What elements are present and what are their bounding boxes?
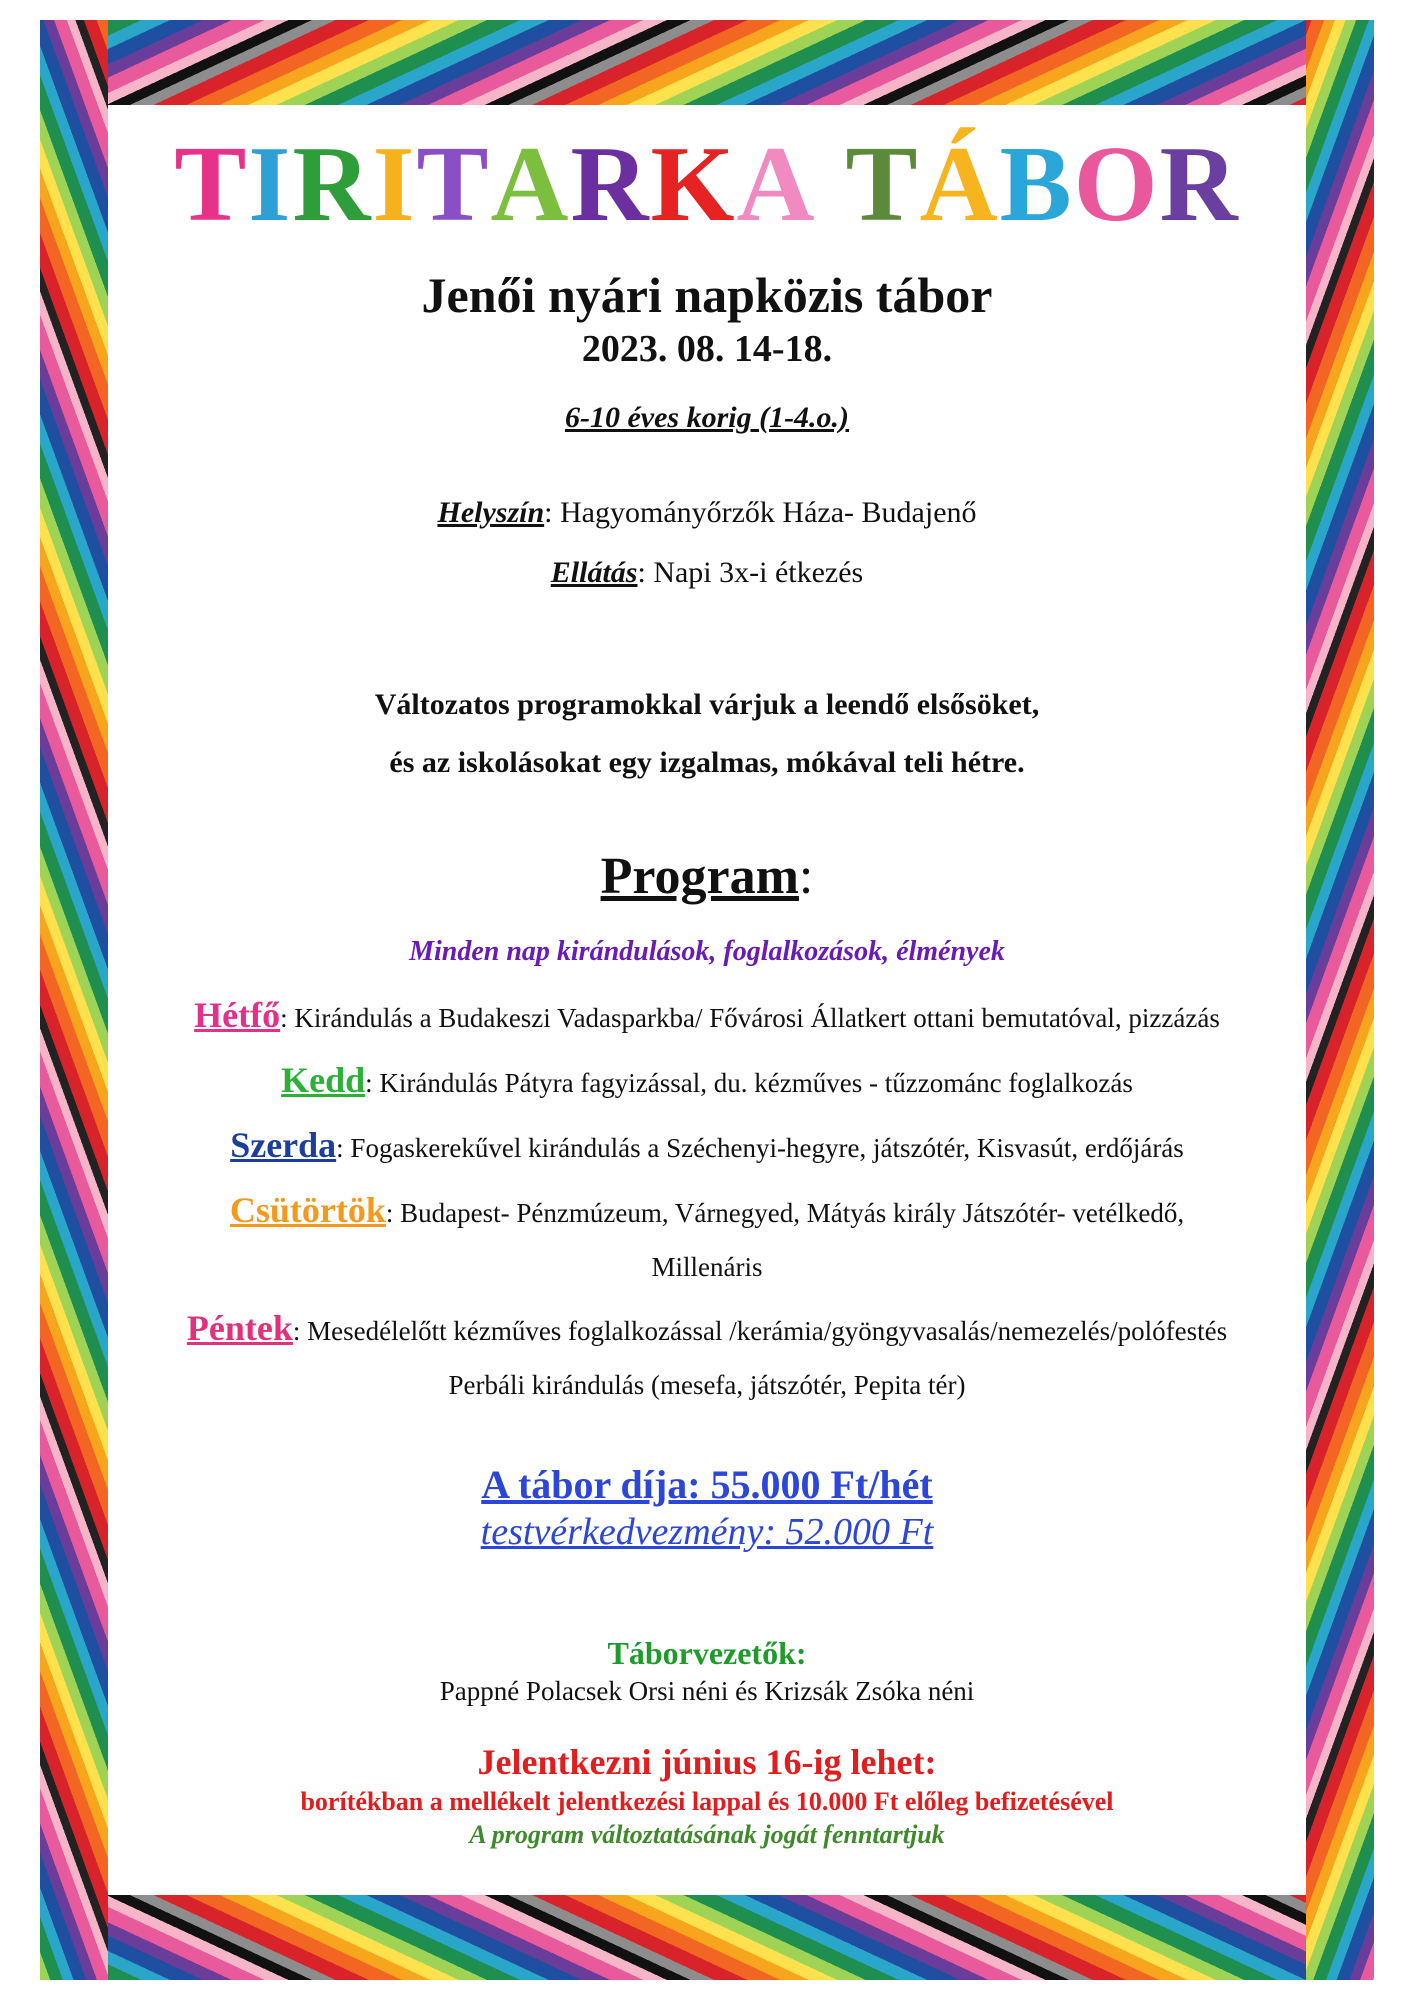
day-text-cont: Perbáli kirándulás (mesefa, játszótér, Pepita tér) (448, 1370, 966, 1400)
title-letter: T (174, 125, 249, 244)
poster-title (108, 125, 1306, 245)
poster-subtitle: Jenői nyári napközis tábor (421, 267, 993, 323)
day-text: : Fogaskerekűvel kirándulás a Széchenyi-hegyre, játszótér, Kisvasút, erdőjárás (336, 1133, 1184, 1163)
program-day-thursday (108, 1190, 1306, 1233)
page-margin-right (1374, 0, 1414, 2000)
title-letter: A (736, 125, 817, 244)
title-letter: T (416, 125, 491, 244)
title-letter: R (292, 125, 373, 244)
program-day-friday (108, 1308, 1306, 1351)
title-letter: O (1073, 125, 1160, 244)
camp-dates: 2023. 08. 14-18. (581, 328, 833, 370)
title-letter: Á (919, 125, 1000, 244)
day-name: Szerda (230, 1125, 337, 1165)
location-sep: : (544, 496, 553, 529)
day-name: Kedd (281, 1060, 366, 1100)
program-day-monday (108, 995, 1306, 1038)
apply-heading: Jelentkezni június 16-ig lehet: (477, 1742, 937, 1782)
day-text: : Kirándulás Pátyra fagyizással, du. kézműves - tűzzománc foglalkozás (365, 1068, 1133, 1098)
catering-label: Ellátás (550, 556, 638, 589)
location-value: Hagyományőrzők Háza- Budajenő (552, 496, 977, 529)
title-letter: B (999, 125, 1074, 244)
title-letter: R (570, 125, 651, 244)
camp-price: A tábor díja: 55.000 Ft/hét (481, 1462, 933, 1507)
program-day-tuesday (108, 1060, 1306, 1103)
location-label: Helyszín (437, 496, 545, 529)
intro-line-1: Változatos programokkal várjuk a leendő elsősöket, (374, 688, 1040, 721)
catering-line (108, 553, 1306, 593)
day-text-cont: Millenáris (651, 1252, 763, 1282)
leaders-heading: Táborvezetők: (607, 1635, 807, 1671)
poster-content (108, 105, 1306, 1895)
intro-line-2: és az iskolásokat egy izgalmas, mókával teli hétre. (389, 746, 1025, 779)
program-heading-text: Program (600, 848, 799, 905)
program-heading-colon: : (798, 848, 814, 905)
program-everyday: Minden nap kirándulások, foglalkozások, élmények (409, 936, 1005, 967)
page-margin-top (0, 0, 1414, 20)
day-name: Hétfő (194, 995, 281, 1035)
sibling-discount: testvérkedvezmény: 52.000 Ft (480, 1511, 934, 1553)
program-day-thursday-cont (108, 1247, 1306, 1287)
age-range: 6-10 éves korig (1-4.o.) (564, 401, 850, 434)
page-margin-left (0, 0, 40, 2000)
day-text: : Mesedélelőtt kézműves foglalkozással /kerámia/gyöngyvasalás/nemezelés/polófestés (292, 1316, 1228, 1346)
catering-sep: : (637, 556, 646, 589)
day-name: Péntek (186, 1308, 293, 1348)
day-text: : Kirándulás a Budakeszi Vadasparkba/ Fővárosi Állatkert ottani bemutatóval, pizzázás (280, 1003, 1220, 1033)
program-day-wednesday (108, 1125, 1306, 1168)
title-letter: K (650, 125, 737, 244)
apply-details: borítékban a mellékelt jelentkezési lappal és 10.000 Ft előleg befizetésével (300, 1787, 1114, 1816)
day-name: Csütörtök (229, 1190, 386, 1230)
title-letter: A (490, 125, 571, 244)
title-letter: I (372, 125, 417, 244)
program-heading (108, 845, 1306, 909)
page-margin-bottom (0, 1980, 1414, 2000)
day-text: : Budapest- Pénzmúzeum, Várnegyed, Mátyás király Játszótér- vetélkedő, (385, 1198, 1185, 1228)
title-letter: I (248, 125, 293, 244)
title-space (817, 125, 846, 245)
catering-value: Napi 3x-i étkezés (645, 556, 864, 589)
title-letter: R (1159, 125, 1240, 244)
program-day-friday-cont (108, 1365, 1306, 1405)
reserve-notice: A program változtatásának jogát fenntartjuk (469, 1820, 945, 1849)
title-letter: T (845, 125, 920, 244)
location-line (108, 493, 1306, 533)
leaders-names: Pappné Polacsek Orsi néni és Krizsák Zsóka néni (439, 1676, 975, 1706)
